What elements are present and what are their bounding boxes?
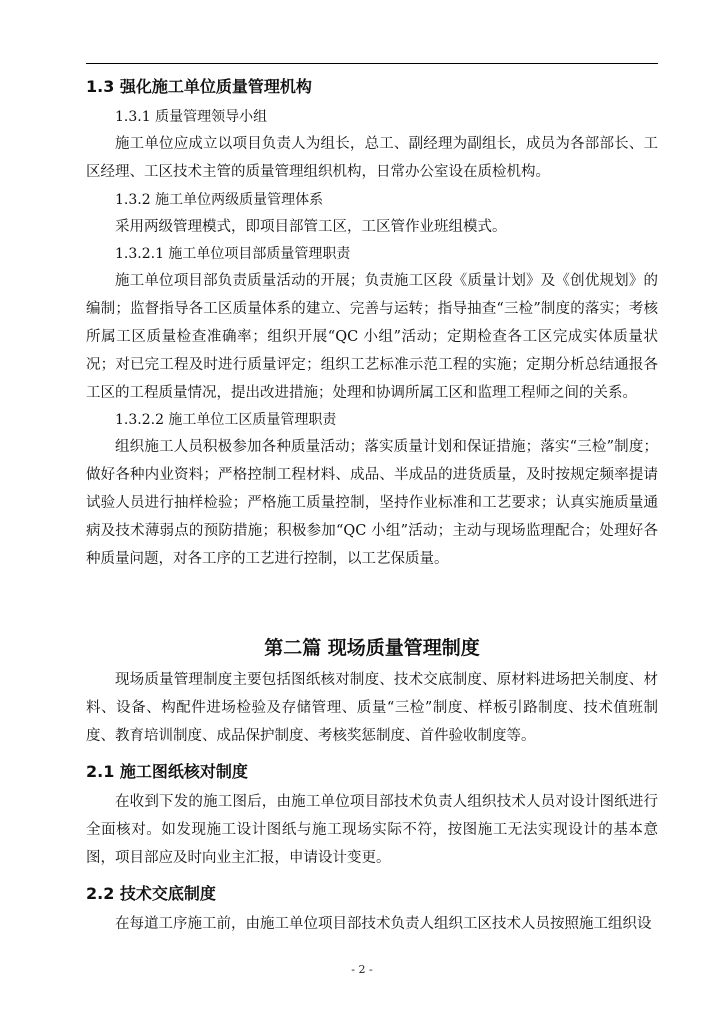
subheading-1-3-2-2: 1.3.2.2 施工单位工区质量管理职责: [115, 412, 337, 429]
paragraph-1-3-2-1: 施工单位项目部负责质量活动的开展；负责施工区段《质量计划》及《创优规划》的编制；监督指导各工区质量体系的建立、完善与运转；指导抽查“三检”制度的落实；考核所属工区质量检查准确率；组织开展“QC 小组”活动；定期检查各工区完成实体质量状况；对已完工程及时进行质量评定；组织工艺标准示范工程的实施；定期分析总结通报各工区的工程质量情况，提出改进措施；处理和协调所属工区和监理工程师之间的关系。: [86, 273, 658, 401]
paragraph-2-1: 在收到下发的施工图后，由施工单位项目部技术负责人组织技术人员对设计图纸进行全面核对。如发现施工设计图纸与施工现场实际不符，按图施工无法实现设计的基本意图，项目部应及时向业主汇报，申请设计变更。: [86, 794, 658, 866]
subheading-1-3-2: 1.3.2 施工单位两级质量管理体系: [115, 191, 324, 208]
part-2-body: [86, 667, 658, 750]
paragraph-1-3-1: 施工单位应成立以项目负责人为组长，总工、副经理为副组长，成员为各部部长、工区经理、工区技术主管的质量管理组织机构，日常办公室设在质检机构。: [86, 136, 658, 180]
page-number: - 2 -: [351, 963, 373, 976]
paragraph-1-3-2: 采用两级管理模式，即项目部管工区，工区管作业班组模式。: [115, 218, 507, 235]
paragraph-1-3-2-2: 组织施工人员积极参加各种质量活动；落实质量计划和保证措施；落实“三检”制度；做好各种内业资料；严格控制工程材料、成品、半成品的进货质量，及时按规定频率提请试验人员进行抽样检验；严格施工质量控制，坚持作业标准和工艺要求；认真实施质量通病及技术薄弱点的预防措施；积极参加“QC 小组”活动；主动与现场监理配合；处理好各种质量问题，对各工序的工艺进行控制，以工艺保质量。: [86, 439, 658, 567]
section-heading-2-2: 2.2 技术交底制度: [86, 884, 216, 903]
part-title: 第二篇 现场质量管理制度: [264, 637, 480, 659]
section-heading-1-3: 1.3 强化施工单位质量管理机构: [86, 77, 312, 96]
paragraph-2-2: 在每道工序施工前，由施工单位项目部技术负责人组织工区技术人员按照施工组织设: [115, 916, 652, 932]
section-heading-2-1: 2.1 施工图纸核对制度: [86, 762, 248, 781]
section-2-1: [86, 755, 658, 872]
header-rule: [86, 63, 658, 64]
section-1-3: [86, 70, 658, 573]
part-2-intro: 现场质量管理制度主要包括图纸核对制度、技术交底制度、原材料进场把关制度、材料、设备、构配件进场检验及存储管理、质量“三检”制度、样板引路制度、技术值班制度、教育培训制度、成品保护制度、考核奖惩制度、首件验收制度等。: [86, 672, 658, 744]
subheading-1-3-1: 1.3.1 质量管理领导小组: [115, 109, 268, 125]
section-2-2: [86, 877, 658, 939]
subheading-1-3-2-1: 1.3.2.1 施工单位项目部质量管理职责: [115, 246, 351, 263]
